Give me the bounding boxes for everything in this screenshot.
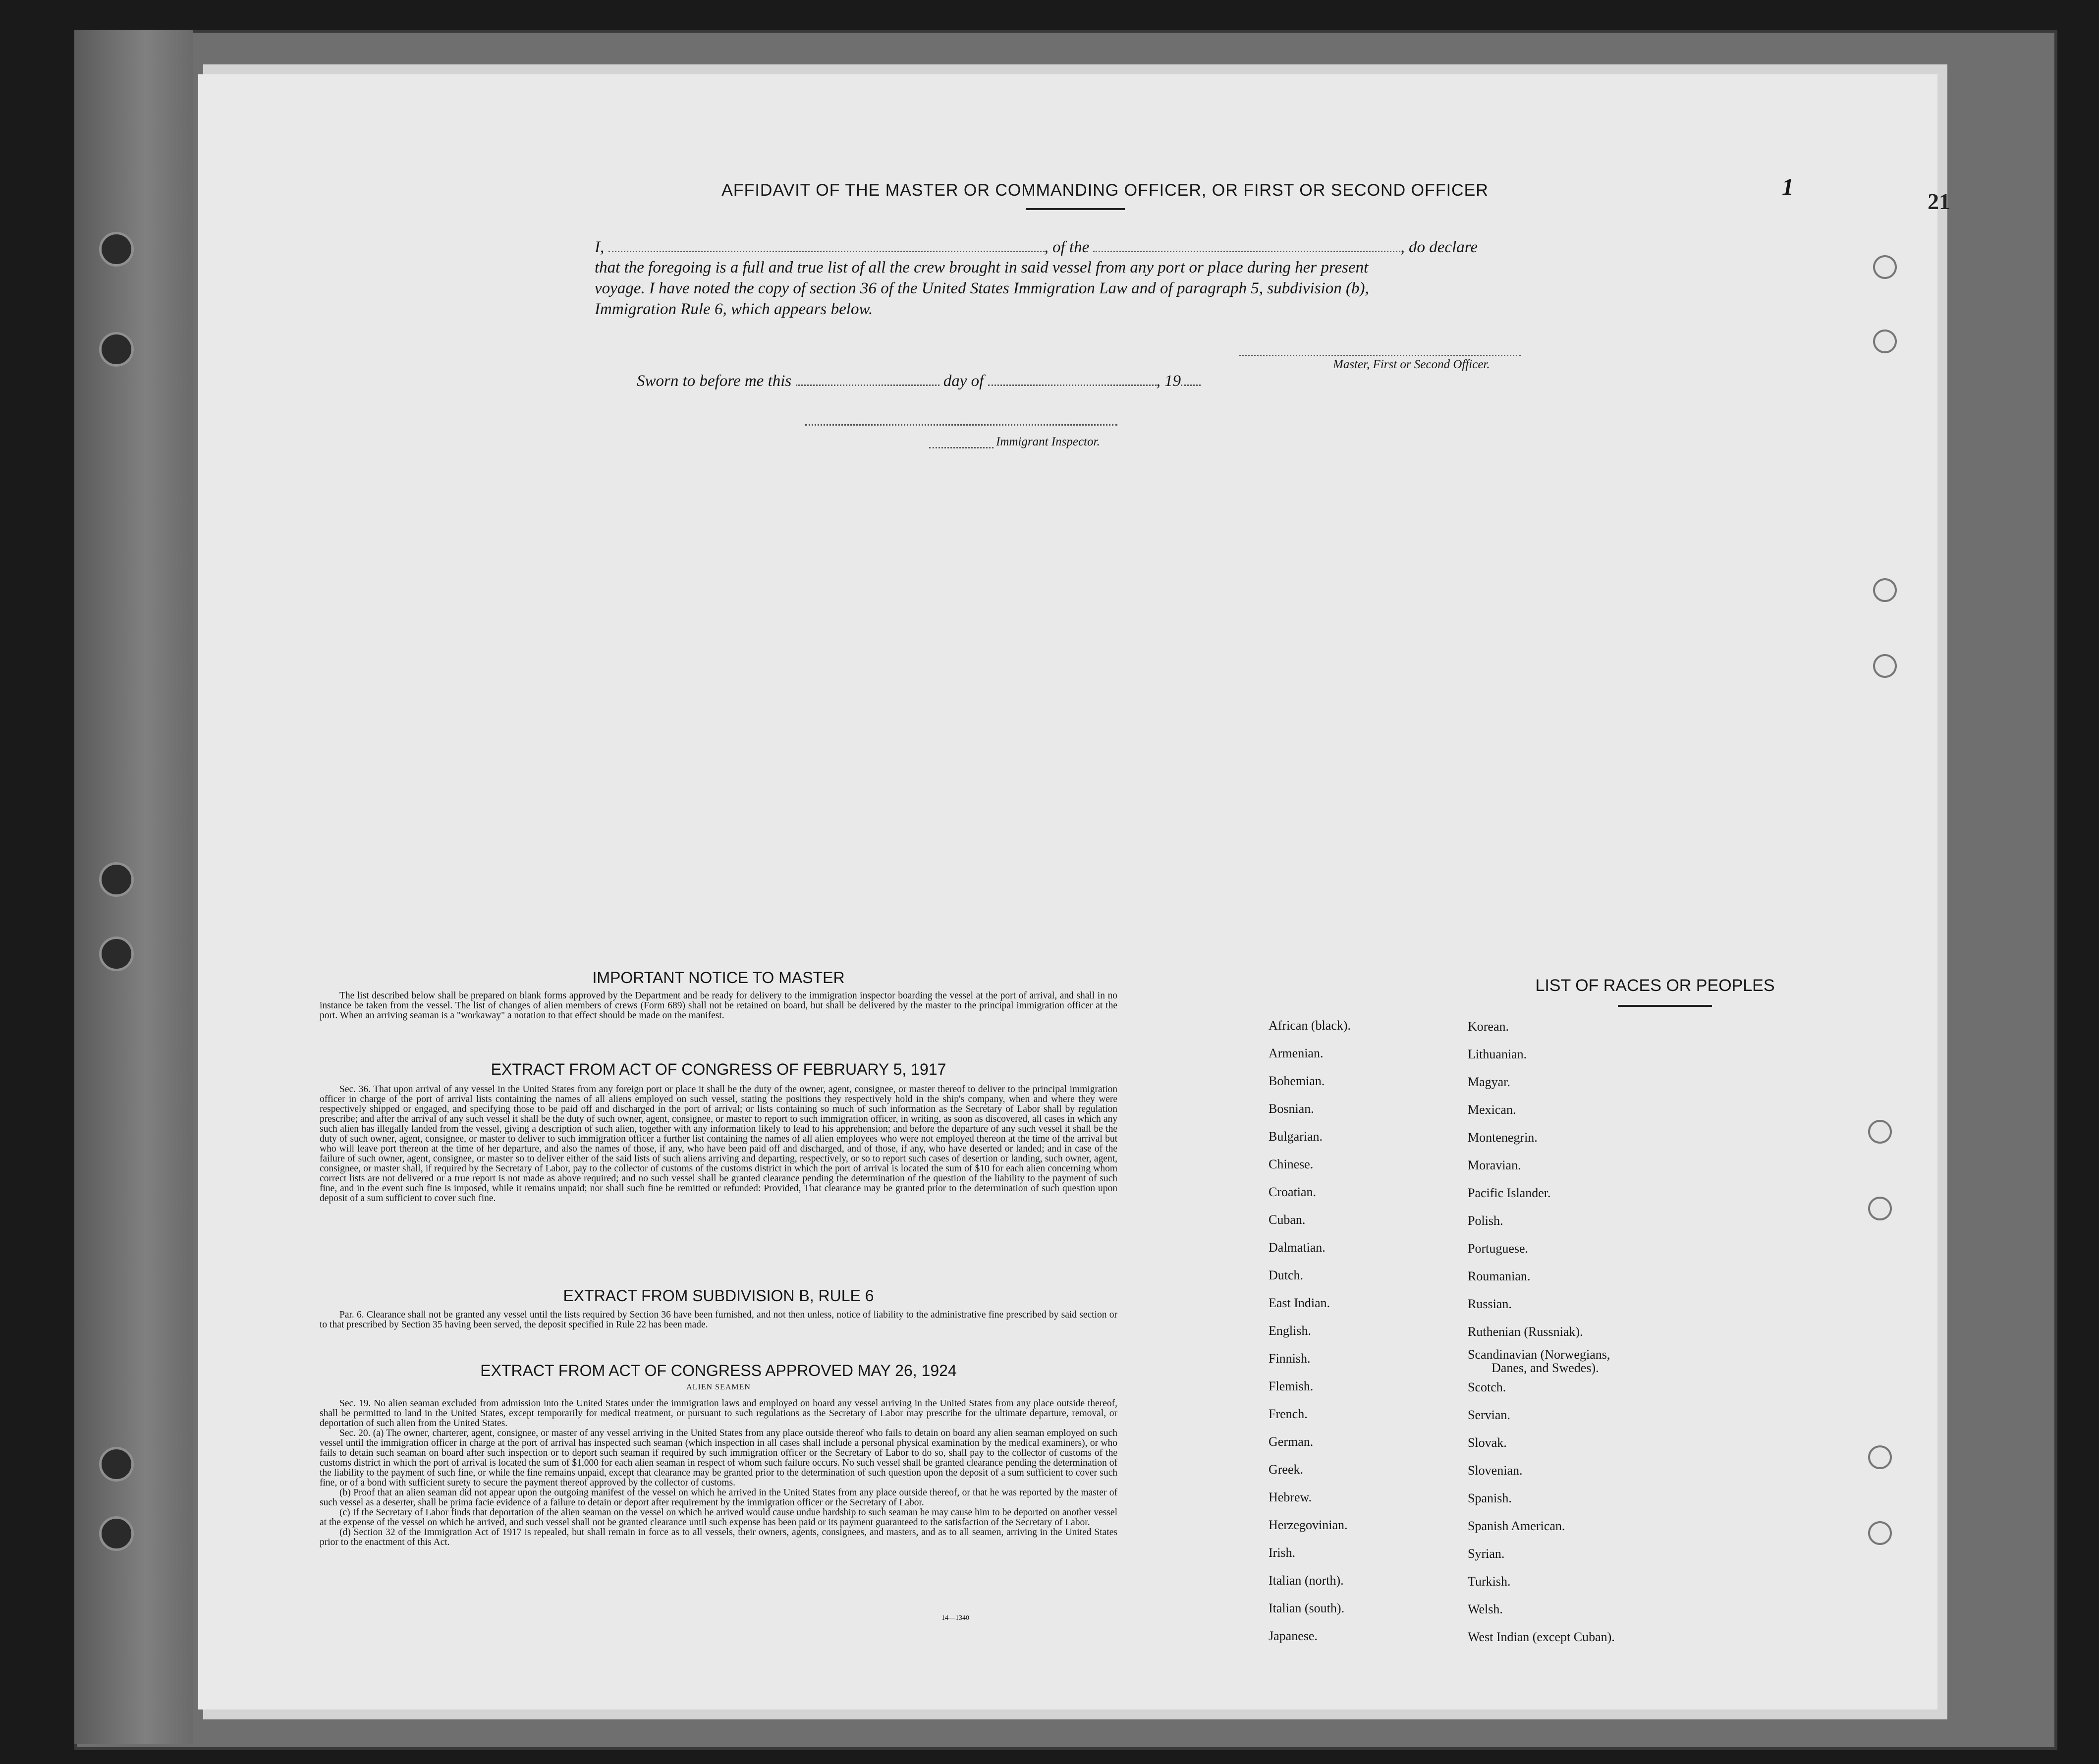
race-item: Italian (north). xyxy=(1269,1573,1344,1588)
stamp-number: 21 xyxy=(1928,189,1950,214)
section-20a-paragraph: Sec. 20. (a) The owner, charterer, agent, consignee, or master of any vessel arriving in the United States from any place outside thereof who fails to detain on board any alien seaman employed on such vessel until the immigration officer in charge at the port of arrival has inspected such seaman (which inspection in all cases shall include a personal physical examination by the medical examiners), or who fails to detain such seaman on board after such inspection or to deport such seaman if required by such immigration officer or the Secretary of Labor to do so, shall pay to the collector of customs of the customs district in which the port of arrival is located the sum of $1,000 for each alien seaman in respect of whom such failure occurs. No such vessel shall be granted clearance pending the determination of the liability to the payment of such fine, or while the fine remains unpaid, except that clearance may be granted prior to the determination of such question upon the deposit of a sum sufficient to cover such fine, or of a bond with sufficient surety to secure the payment thereof approved by the collector of customs. xyxy=(320,1428,1117,1488)
page-punch-hole xyxy=(1868,1197,1892,1220)
race-item: Servian. xyxy=(1468,1408,1510,1422)
race-item: African (black). xyxy=(1269,1018,1351,1033)
race-item: Armenian. xyxy=(1269,1046,1324,1060)
binder-hole xyxy=(99,1516,134,1551)
sworn-year-field[interactable] xyxy=(1181,372,1201,386)
race-item: Magyar. xyxy=(1468,1075,1510,1089)
race-item: Ruthenian (Russniak). xyxy=(1468,1324,1583,1339)
race-item: Moravian. xyxy=(1468,1158,1521,1172)
race-item: Korean. xyxy=(1468,1019,1509,1034)
race-item: Chinese. xyxy=(1269,1157,1314,1171)
race-item: Slovenian. xyxy=(1468,1463,1523,1478)
race-item: Herzegovinian. xyxy=(1269,1518,1348,1532)
race-item: Polish. xyxy=(1468,1213,1503,1228)
race-item: Irish. xyxy=(1269,1545,1296,1560)
document-page xyxy=(198,74,1937,1709)
race-item: Syrian. xyxy=(1468,1546,1505,1561)
day-of-label: day of xyxy=(943,372,984,390)
page-punch-hole xyxy=(1873,578,1897,602)
inspector-signature-field-2[interactable] xyxy=(929,434,994,448)
race-item: Dutch. xyxy=(1269,1268,1304,1282)
section-19-paragraph: Sec. 19. No alien seaman excluded from admission into the United States under the immigration laws and employed on board any vessel arriving in the United States from any place outside thereof, shall be permitted to land in the United States, except temporarily for medical treatment, or pursuant to such regulations as the Secretary of Labor may prescribe for the ultimate departure, removal, or deportation of such alien from the United States. xyxy=(320,1398,1117,1429)
section-20c-paragraph: (c) If the Secretary of Labor finds that deportation of the alien seaman on the vessel on which he arrived would cause undue hardship to such seaman he may cause him to be deported on another vessel at the expense of the vessel on which he arrived, and such vessel shall not be granted clearance until such expense has been paid or its payment guaranteed to the satisfaction of the Secretary of Labor. xyxy=(320,1507,1117,1528)
page-punch-hole xyxy=(1873,654,1897,678)
affidavit-title: AFFIDAVIT OF THE MASTER OR COMMANDING OFFICER, OR FIRST OR SECOND OFFICER xyxy=(721,181,1489,200)
important-notice-text xyxy=(320,991,1117,1021)
race-item: German. xyxy=(1269,1434,1314,1449)
race-item: Bohemian. xyxy=(1269,1074,1325,1088)
form-number: 14—1340 xyxy=(941,1614,969,1622)
race-item: Mexican. xyxy=(1468,1102,1516,1117)
race-item: Russian. xyxy=(1468,1297,1512,1311)
paragraph-6-text: Par. 6. Clearance shall not be granted any vessel until the lists required by Section 36 have been furnished, and not then unless, notice of liability to the administrative fine prescribed by said section or to that prescribed by Section 35 having been served, the deposit specified in Rule 22 has been made. xyxy=(320,1310,1117,1330)
race-item: Greek. xyxy=(1269,1462,1304,1477)
races-title-rule xyxy=(1618,1005,1712,1007)
race-item: English. xyxy=(1269,1323,1311,1338)
race-item: Dalmatian. xyxy=(1269,1240,1326,1255)
race-item: Slovak. xyxy=(1468,1435,1507,1450)
race-item: East Indian. xyxy=(1269,1296,1330,1310)
inspector-signature-caption: Immigrant Inspector. xyxy=(996,435,1100,448)
race-item: French. xyxy=(1269,1407,1308,1421)
race-item: Danes, and Swedes). xyxy=(1491,1361,1599,1375)
vessel-name-field[interactable] xyxy=(1093,238,1400,252)
race-item: Turkish. xyxy=(1468,1574,1511,1589)
page-number: 1 xyxy=(1782,174,1794,200)
binder-hole xyxy=(99,937,134,971)
race-item: West Indian (except Cuban). xyxy=(1468,1630,1615,1644)
race-item: Cuban. xyxy=(1269,1213,1306,1227)
page-punch-hole xyxy=(1873,255,1897,279)
extract-rule6-section xyxy=(320,1287,1117,1330)
year-prefix-label: , 19 xyxy=(1156,372,1181,390)
race-item: Montenegrin. xyxy=(1468,1130,1538,1145)
extract-1924-title: EXTRACT FROM ACT OF CONGRESS APPROVED MAY 26, 1924 xyxy=(480,1362,957,1379)
race-item: Spanish American. xyxy=(1468,1519,1565,1533)
race-item: Scotch. xyxy=(1468,1380,1506,1394)
sworn-month-field[interactable] xyxy=(988,372,1157,386)
declarant-label: I, xyxy=(595,238,605,256)
extract-1924-text xyxy=(320,1399,1117,1547)
affidavit-line-1 xyxy=(595,238,1605,257)
extract-1917-title: EXTRACT FROM ACT OF CONGRESS OF FEBRUARY 5, 1917 xyxy=(491,1060,946,1078)
race-item: Scandinavian (Norwegians, xyxy=(1468,1347,1610,1362)
important-notice-paragraph: The list described below shall be prepared on blank forms approved by the Department and be ready for delivery to the immigration inspector boarding the vessel at the port of arrival, and shall in no instance be taken from the vessel. The list of changes of alien members of crews (Form 689) shall not be retained on board, but shall be delivered by the master to the principal immigration officer at the port. When an arriving seaman is a "workaway" a notation to that effect should be made on the manifest. xyxy=(320,991,1117,1021)
race-item: Roumanian. xyxy=(1468,1269,1531,1283)
race-item: Bosnian. xyxy=(1269,1102,1314,1116)
page-punch-hole xyxy=(1868,1445,1892,1469)
page-punch-hole xyxy=(1868,1521,1892,1545)
binder-hole xyxy=(99,332,134,367)
section-20d-paragraph: (d) Section 32 of the Immigration Act of 1917 is repealed, but shall remain in force as to all vessels, their owners, agents, consignees, and masters, and as to all seamen, arriving in the United States prior to the enactment of this Act. xyxy=(320,1527,1117,1547)
section-36-paragraph: Sec. 36. That upon arrival of any vessel in the United States from any foreign port or place it shall be the duty of the owner, agent, consignee, or master thereof to deliver to the principal immigration officer in charge of the port of arrival lists containing the names of all aliens employed on such vessel, stating the positions they respectively hold in the ship's company, when and where they were respectively shipped or engaged, and specifying those to be paid off and discharged in the port of arrival; or lists containing so much of such information as the Secretary of Labor shall by regulation prescribe; and after the arrival of any such vessel it shall be the duty of such owner, agent, consignee, or master to report to such immigration officer, in writing, as soon as discovered, all cases in which any such alien has illegally landed from the vessel, giving a description of such alien, together with any information likely to lead to his apprehension; and before the departure of any such vessel it shall be the duty of such owner, agent, consignee, or master to deliver to such immigration officer a further list containing the names of all alien employees who were not employed thereon at the time of the arrival but who will leave port thereon at the time of her departure, and also the names of those, if any, who have been paid off and discharged, and of those, if any, who have deserted or landed; and in case of the failure of such owner, agent, consignee, or master so to deliver either of the said lists of such aliens arriving and departing, respectively, or so to report such cases of desertion or landing, such owner, agent, consignee, or master shall, if required by the Secretary of Labor, pay to the collector of customs of the customs district in which the port of arrival is located the sum of $10 for each alien concerning whom correct lists are not delivered or a true report is not made as above required; and no such vessel shall be granted clearance pending the determination of the question of the liability to the payment of such fine, and in the event such fine is imposed, while it remains unpaid; nor shall such fine be remitted or refunded: Provided, That clearance may be granted prior to the determination of such question upon deposit of a sum sufficient to cover such fine. xyxy=(320,1084,1117,1204)
title-rule xyxy=(1026,208,1125,210)
extract-rule6-text xyxy=(320,1310,1117,1330)
important-notice-title: IMPORTANT NOTICE TO MASTER xyxy=(592,969,845,987)
race-item: Portuguese. xyxy=(1468,1241,1529,1256)
race-item: Hebrew. xyxy=(1269,1490,1312,1504)
of-the-label: , of the xyxy=(1044,238,1090,256)
master-signature-caption: Master, First or Second Officer. xyxy=(1333,358,1490,371)
page-punch-hole xyxy=(1873,330,1897,353)
section-20b-paragraph: (b) Proof that an alien seaman did not appear upon the outgoing manifest of the vessel on which he arrived in the United States from any place outside thereof, or that he was reported by the master of such vessel as a deserter, shall be prima facie evidence of a failure to detain or deport after requirement by the immigration officer or the Secretary of Labor. xyxy=(320,1488,1117,1508)
important-notice-section xyxy=(320,969,1117,1021)
race-item: Welsh. xyxy=(1468,1602,1503,1616)
sworn-label: Sworn to before me this xyxy=(637,372,792,390)
master-signature-field[interactable] xyxy=(1239,342,1521,356)
binder-hole xyxy=(99,232,134,267)
extract-rule6-title: EXTRACT FROM SUBDIVISION B, RULE 6 xyxy=(563,1287,874,1305)
extract-1924-section xyxy=(320,1362,1117,1547)
race-item: Italian (south). xyxy=(1269,1601,1345,1615)
declarant-name-field[interactable] xyxy=(608,238,1045,252)
affidavit-line-4: Immigration Rule 6, which appears below. xyxy=(595,300,873,318)
binder-hole xyxy=(99,862,134,897)
race-item: Lithuanian. xyxy=(1468,1047,1527,1061)
inspector-signature-field[interactable] xyxy=(805,411,1117,426)
sworn-day-field[interactable] xyxy=(796,372,939,386)
binder-strip xyxy=(74,30,193,1744)
affidavit-line-3: voyage. I have noted the copy of section 36 of the United States Immigration Law and of paragraph 5, subdivision (b), xyxy=(595,279,1369,297)
race-item: Japanese. xyxy=(1269,1629,1318,1643)
binder-hole xyxy=(99,1447,134,1482)
race-item: Spanish. xyxy=(1468,1491,1512,1505)
do-declare-label: , do declare xyxy=(1400,238,1478,256)
race-item: Pacific Islander. xyxy=(1468,1186,1551,1200)
affidavit-line-2: that the foregoing is a full and true list of all the crew brought in said vessel from any port or place during her present xyxy=(595,259,1369,276)
race-item: Finnish. xyxy=(1269,1351,1311,1366)
races-list-title: LIST OF RACES OR PEOPLES xyxy=(1535,976,1775,995)
sworn-line xyxy=(637,372,1281,390)
page-punch-hole xyxy=(1868,1120,1892,1144)
alien-seamen-subtitle: ALIEN SEAMEN xyxy=(686,1383,751,1391)
race-item: Croatian. xyxy=(1269,1185,1317,1199)
race-item: Bulgarian. xyxy=(1269,1129,1323,1144)
extract-1917-section xyxy=(320,1060,1117,1204)
race-item: Flemish. xyxy=(1269,1379,1314,1393)
extract-1917-text xyxy=(320,1085,1117,1204)
